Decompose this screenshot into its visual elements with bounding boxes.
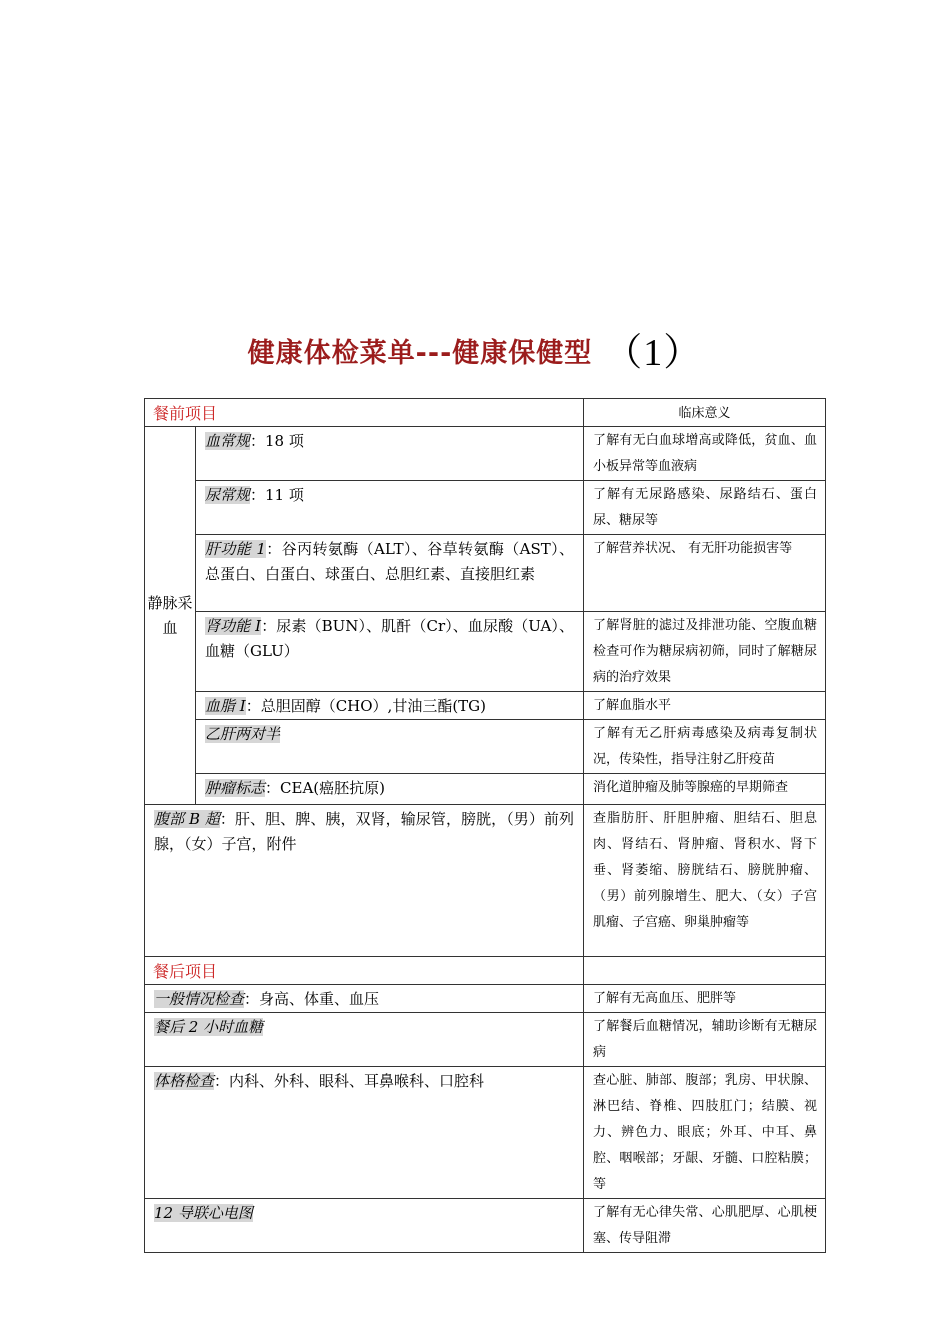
- post-meal-header: 餐后项目: [145, 957, 584, 985]
- item-name: 乙肝两对半: [205, 725, 281, 743]
- table-row: [145, 692, 826, 720]
- table-row: [145, 612, 826, 692]
- pre-meal-header: 餐前项目: [145, 399, 584, 427]
- meaning-cell: 了解有无高血压、肥胖等: [584, 985, 826, 1013]
- item-detail: ：11 项: [250, 486, 304, 504]
- item-name: 血脂 I: [205, 697, 246, 715]
- table-row: [145, 1013, 826, 1067]
- meaning-cell: 了解餐后血糖情况，辅助诊断有无糖尿病: [584, 1013, 826, 1067]
- meaning-cell: 了解血脂水平: [584, 692, 826, 720]
- table-row: [145, 1199, 826, 1253]
- post-meal-header-row: [145, 957, 826, 985]
- item-name: 肾功能 I: [205, 617, 262, 635]
- table-row: [145, 481, 826, 535]
- item-name: 尿常规: [205, 486, 251, 504]
- item-detail: ：肝、胆、脾、胰，双肾，输尿管，膀胱，（男）前列腺，（女）子宫，附件: [154, 810, 575, 853]
- title-text: 健康体检菜单---健康保健型: [247, 338, 593, 369]
- item-cell: [196, 612, 584, 692]
- item-name: 体格检查: [154, 1072, 215, 1090]
- meaning-cell: 了解有无白血球增高或降低，贫血、血小板异常等血液病: [584, 427, 826, 481]
- item-name: 肝功能 1: [205, 540, 266, 558]
- item-detail: ：内科、外科、眼科、耳鼻喉科、口腔科: [214, 1072, 485, 1090]
- item-cell: [196, 535, 584, 612]
- meaning-cell: 了解营养状况、 有无肝功能损害等: [584, 535, 826, 612]
- item-name: 肿瘤标志: [205, 779, 266, 797]
- meaning-cell: 了解有无心律失常、心肌肥厚、心肌梗塞、传导阻滞: [584, 1199, 826, 1253]
- item-name: 一般情况检查: [154, 990, 245, 1008]
- item-cell: [145, 1199, 584, 1253]
- meaning-cell: 查心脏、肺部、腹部；乳房、甲状腺、淋巴结、脊椎、四肢肛门；结膜、视力、辨色力、眼底；外耳、中耳、鼻腔、咽喉部；牙龈、牙髓、口腔粘膜；等: [584, 1067, 826, 1199]
- item-name: 血常规: [205, 432, 251, 450]
- item-name: 12 导联心电图: [154, 1204, 253, 1222]
- table-row: [145, 427, 826, 481]
- item-cell: [196, 720, 584, 774]
- item-detail: ：18 项: [250, 432, 304, 450]
- meaning-cell: 了解肾脏的滤过及排泄功能、空腹血糖检查可作为糖尿病初筛，同时了解糖尿病的治疗效果: [584, 612, 826, 692]
- table-row: [145, 720, 826, 774]
- meaning-cell: 了解有无乙肝病毒感染及病毒复制状况，传染性，指导注射乙肝疫苗: [584, 720, 826, 774]
- table-row: [145, 1067, 826, 1199]
- item-detail: ：尿素（BUN）、肌酐（Cr）、血尿酸（UA）、血糖（GLU）: [205, 617, 575, 660]
- item-name: 腹部 B 超: [154, 810, 220, 828]
- meaning-cell: 消化道肿瘤及肺等腺癌的早期筛查: [584, 774, 826, 805]
- item-name: 餐后 2 小时血糖: [154, 1018, 264, 1036]
- checkup-table: [144, 398, 826, 1253]
- empty-cell: [584, 957, 826, 985]
- title-number: （1）: [604, 332, 703, 374]
- item-cell: [196, 481, 584, 535]
- table-row: [145, 805, 826, 957]
- table-row: [145, 774, 826, 805]
- item-cell: [196, 692, 584, 720]
- item-cell: [145, 805, 584, 957]
- meaning-cell: 了解有无尿路感染、尿路结石、蛋白尿、糖尿等: [584, 481, 826, 535]
- pre-meal-header-row: [145, 399, 826, 427]
- meaning-header: 临床意义: [584, 399, 826, 427]
- meaning-cell: 查脂肪肝、肝胆肿瘤、胆结石、胆息肉、肾结石、肾肿瘤、肾积水、肾下垂、肾萎缩、膀胱结石、膀胱肿瘤、（男）前列腺增生、肥大、（女）子宫肌瘤、子宫癌、卵巢肿瘤等: [584, 805, 826, 957]
- item-detail: ：CEA(癌胚抗原): [265, 779, 385, 797]
- table-row: [145, 985, 826, 1013]
- item-detail: ：身高、体重、血压: [244, 990, 380, 1008]
- item-detail: ：谷丙转氨酶（ALT）、谷草转氨酶（AST）、总蛋白、白蛋白、球蛋白、总胆红素、直接胆红素: [205, 540, 575, 583]
- page-title: [0, 330, 950, 377]
- item-cell: [196, 427, 584, 481]
- item-cell: [145, 985, 584, 1013]
- table-row: [145, 535, 826, 612]
- item-cell: [145, 1013, 584, 1067]
- item-cell: [145, 1067, 584, 1199]
- item-detail: ：总胆固醇（CHO）,甘油三酯(TG): [245, 697, 487, 715]
- item-cell: [196, 774, 584, 805]
- blood-group-label: 静脉采血: [145, 427, 196, 805]
